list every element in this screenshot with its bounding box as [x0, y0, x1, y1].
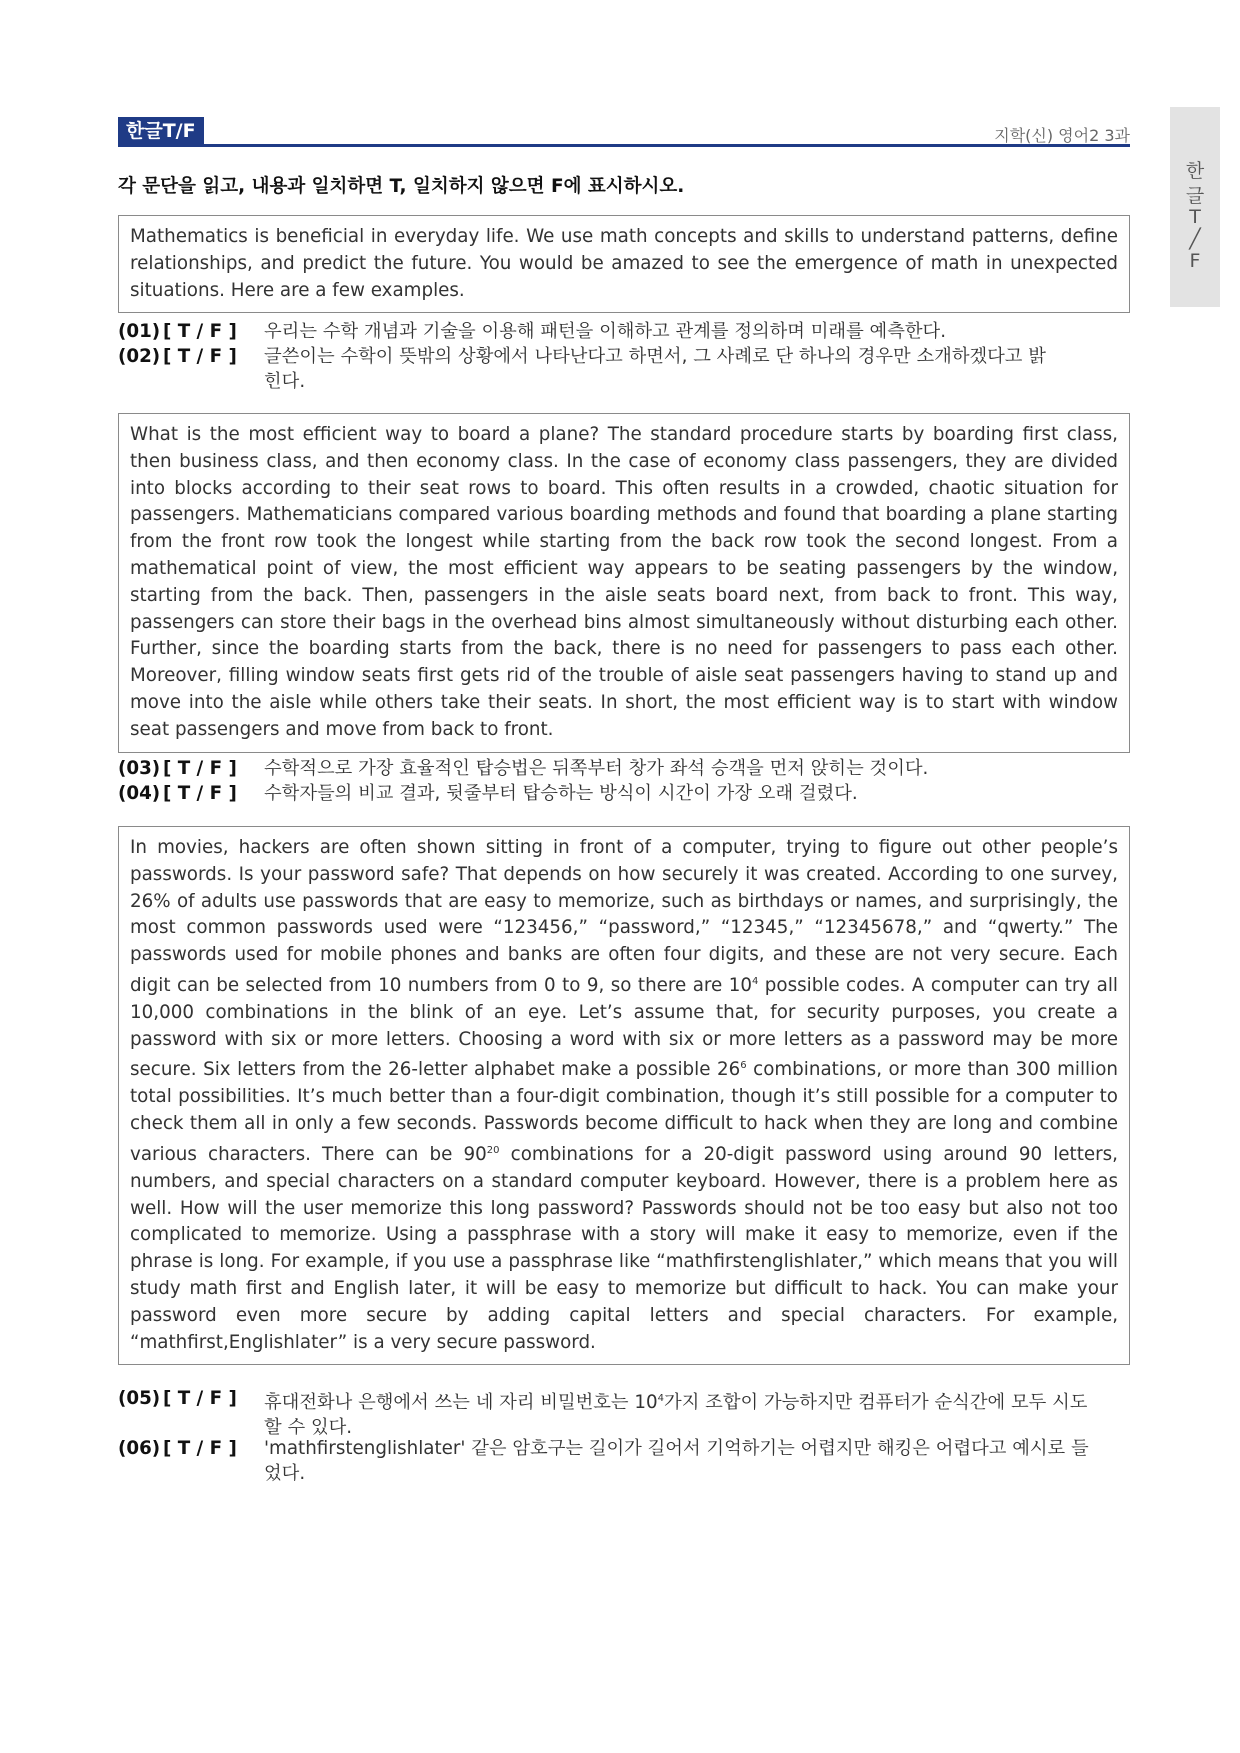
tf-choice[interactable]: [ T / F ]: [163, 758, 237, 779]
question-text: 'mathfirstenglishlater' 같은 암호구는 길이가 길어서 기억하기는 어렵지만 해킹은 어렵다고 예시로 들었다.: [264, 1438, 1089, 1484]
instruction-text: 각 문단을 읽고, 내용과 일치하면 T, 일치하지 않으면 F에 표시하시오.: [118, 176, 685, 197]
question-item: [118, 1436, 1118, 1486]
tf-choice[interactable]: [ T / F ]: [163, 783, 237, 804]
side-tab: [1170, 107, 1220, 307]
tf-choice[interactable]: [ T / F ]: [163, 1438, 237, 1459]
question-number: (04): [118, 783, 161, 804]
question-number: (06): [118, 1438, 161, 1459]
superscript: 6: [740, 1060, 747, 1072]
question-item: [118, 781, 1118, 806]
question-text: 수학적으로 가장 효율적인 탑승법은 뒤쪽부터 창가 좌석 승객을 먼저 앉히는 것이다.: [264, 758, 929, 779]
question-item: [118, 756, 1118, 781]
section-tag: 한글T/F: [118, 117, 204, 145]
side-tab-char: F: [1189, 250, 1201, 272]
passage-text: Mathematics is beneficial in everyday life. We use math concepts and skills to understand patterns, define relationships, and predict the future. You would be amazed to see the emergence of math in unexpected situations. Here are a few examples.: [130, 226, 1118, 301]
question-text: 글쓴이는 수학이 뜻밖의 상황에서 나타난다고 하면서, 그 사례로 단 하나의 경우만 소개하겠다고 밝힌다.: [264, 346, 1046, 392]
passage-text: What is the most efficient way to board a plane? The standard procedure starts by boarding first class, then business class, and then economy class. In the case of economy class passengers, they are divided into blocks according to their seat rows to board. This often results in a crowded, chaotic situation for passengers. Mathematicians compared various boarding methods and found that boarding a plane starting from the front row took the longest while starting from the back row took the second longest. From a mathematical point of view, the most efficient way appears to be seating passengers by the window, starting from the back. Then, passengers in the aisle seats board next, from back to front. This way, passengers can store their bags in the overhead bins almost simultaneously without disturbing each other. Further, since the boarding starts from the back, there is no need for passengers to pass each other. Moreover, filling window seats first gets rid of the trouble of aisle seat passengers having to stand up and move into the aisle while others take their seats. In short, the most efficient way is to start with window seat passengers and move from back to front.: [130, 424, 1118, 740]
question-text-part: 휴대전화나 은행에서 쓰는 네 자리 비밀번호는 10: [264, 1392, 658, 1414]
side-tab-char: 한: [1185, 160, 1205, 182]
passage-box: [118, 826, 1130, 1365]
question-item: [118, 319, 1118, 344]
question-text: 우리는 수학 개념과 기술을 이용해 패턴을 이해하고 관계를 정의하며 미래를 예측한다.: [264, 321, 947, 342]
passage-text: combinations, or more than 300 million total possibilities. It’s much better than a four-digit combination, though it’s still possible for a computer to check them all in only a few seconds. Passwords become difficult to hack when they are long and combine various characters. There can be 90: [130, 1059, 1118, 1166]
passage-text: combinations for a 20-digit password using around 90 letters, numbers, and special characters on a standard computer keyboard. However, there is a problem here as well. How will the user memorize this long password? Passwords should not be too easy but also not too complicated to memorize. Using a passphrase with a story will make it easy to memorize, even if the phrase is long. For example, if you use a passphrase like “mathfirstenglishlater,” which means that you will study math first and English later, it will be easy to memorize but difficult to hack. You can make your password even more secure by adding capital letters and special characters. For example, “mathfirst,Englishlater” is a very secure password.: [130, 1144, 1118, 1353]
superscript: 4: [657, 1393, 665, 1404]
course-label: 지학(신) 영어2 3과: [994, 126, 1130, 145]
question-text-part: 가지 조합이 가능하지만 컴퓨터가 순식간에 모두 시도할 수 있다.: [264, 1392, 1088, 1439]
question-item: [118, 1386, 1118, 1440]
passage-box: [118, 413, 1130, 753]
question-text: [264, 1386, 1094, 1440]
question-number: (05): [118, 1388, 161, 1409]
side-tab-char: T: [1189, 206, 1201, 228]
passage-text: In movies, hackers are often shown sitting in front of a computer, trying to figure out other people’s passwords. Is your password safe? That depends on how securely it was created. According to one survey, 26% of adults use passwords that are easy to memorize, such as birthdays or names, and surprisingly, the most common passwords used were “123456,” “password,” “12345,” “12345678,” and “qwerty.” The passwords used for mobile phones and banks are often four digits, and these are not very secure. Each digit can be selected from 10 numbers from 0 to 9, so there are 10: [130, 837, 1118, 997]
passage-box: [118, 215, 1130, 313]
question-text: 수학자들의 비교 결과, 뒷줄부터 탑승하는 방식이 시간이 가장 오래 걸렸다.: [264, 783, 858, 804]
question-number: (03): [118, 758, 161, 779]
question-item: [118, 344, 1118, 394]
tf-choice[interactable]: [ T / F ]: [163, 1388, 237, 1409]
side-tab-char: ╱: [1189, 228, 1201, 250]
superscript: 4: [751, 975, 759, 987]
tf-choice[interactable]: [ T / F ]: [163, 321, 237, 342]
question-number: (01): [118, 321, 161, 342]
tf-choice[interactable]: [ T / F ]: [163, 346, 237, 367]
page-header: [118, 117, 1130, 147]
passage-text: possible codes. A computer can try all 10,000 combinations in the blink of an eye. Let’s assume that, for security purposes, you create a password with six or more letters. Choosing a word with six or more letters as a password may be more secure. Six letters from the 26-letter alphabet make a possible 26: [130, 975, 1119, 1081]
question-number: (02): [118, 346, 161, 367]
side-tab-char: 글: [1185, 185, 1205, 207]
superscript: 20: [486, 1144, 500, 1156]
